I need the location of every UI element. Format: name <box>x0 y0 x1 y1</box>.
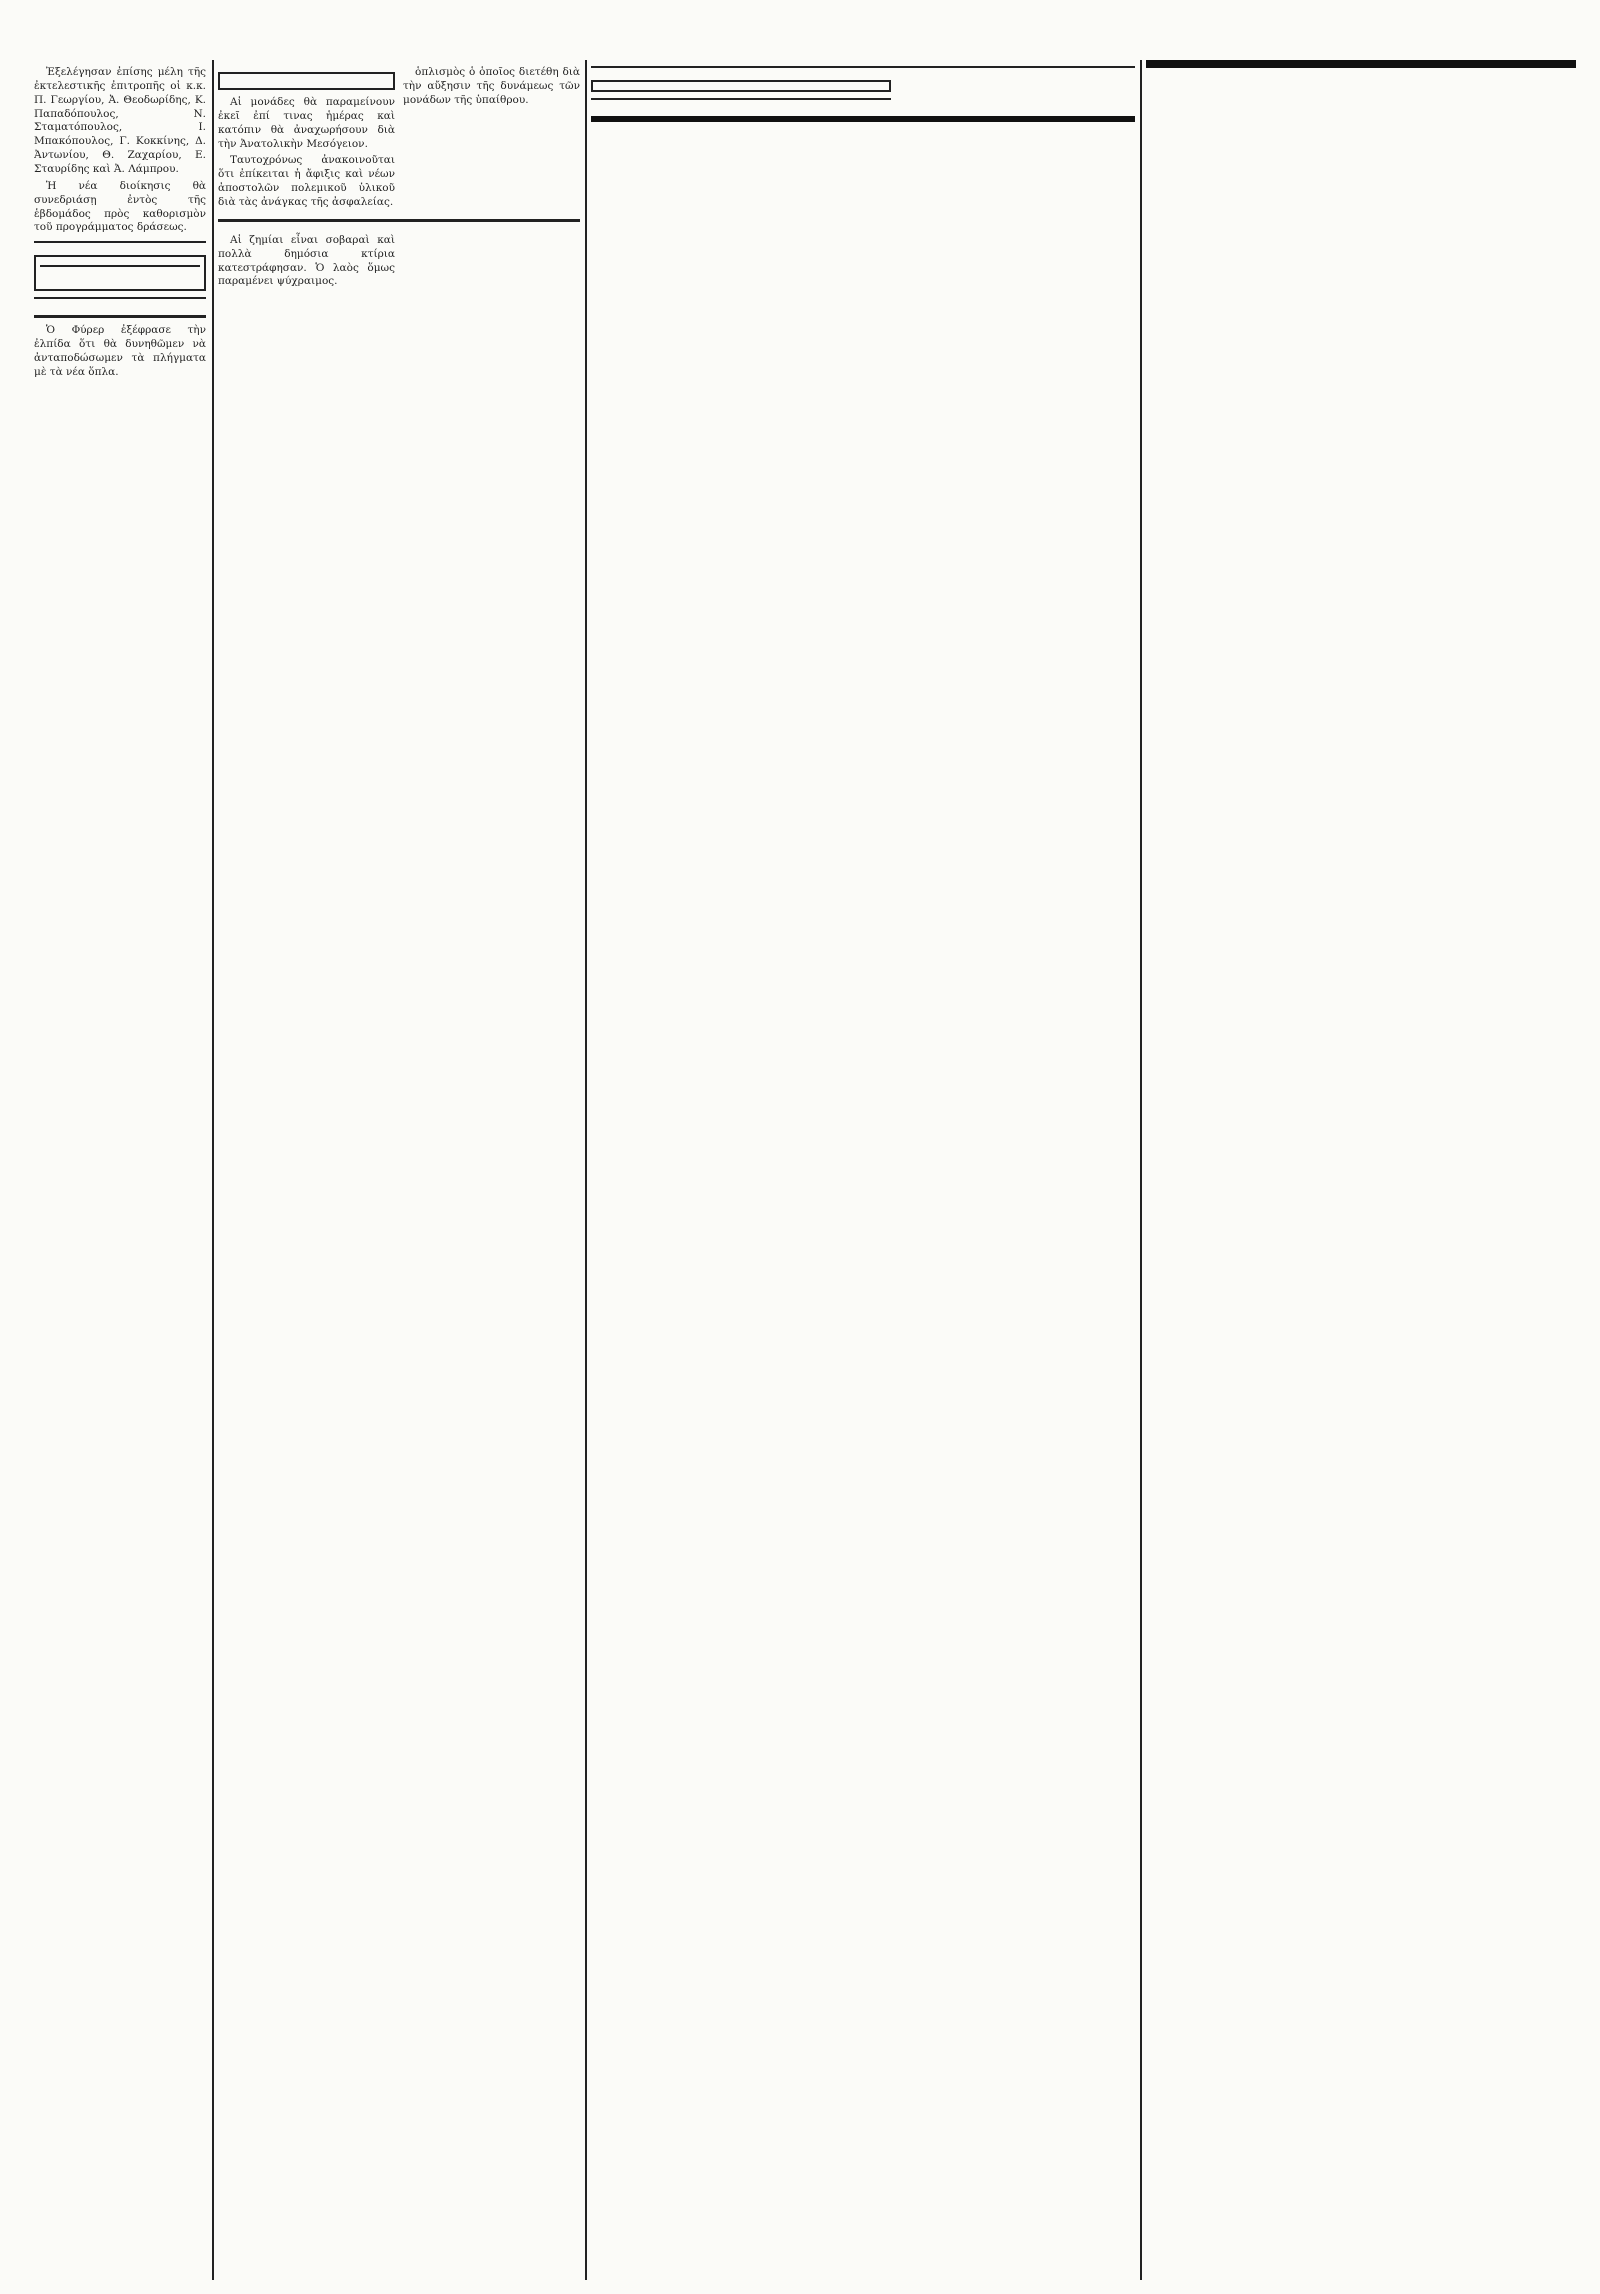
navy-box <box>218 72 395 90</box>
two-col-center <box>591 74 1135 106</box>
divider <box>218 219 580 222</box>
column-rule <box>1140 60 1142 2280</box>
article-text: Ἡ νέα διοίκησις θὰ συνεδριάσῃ ἐντὸς τῆς ἑβδομάδος πρὸς καθορισμὸν τοῦ προγράμματος δράσεως. <box>34 179 206 234</box>
two-col-lower <box>218 228 580 295</box>
article-text: Αἱ ζημίαι εἶναι σοβαραὶ καὶ πολλὰ δημόσια κτίρια κατεστράφησαν. Ὁ λαὸς ὅμως παραμένει ψύχραιμος. <box>218 233 395 288</box>
article-navy <box>218 96 395 210</box>
divider <box>34 241 206 243</box>
subcolumn-left <box>218 228 395 295</box>
two-col-section <box>218 66 580 213</box>
article-gsee <box>34 66 206 235</box>
article-diary <box>218 234 395 289</box>
trial-box <box>591 80 891 92</box>
subcolumn-right <box>899 74 1135 106</box>
divider <box>34 297 206 299</box>
article-army-cont <box>403 66 580 108</box>
article-text: Ταυτοχρόνως ἀνακοινοῦται ὅτι ἐπίκειται ἡ ἄφιξις καὶ νέων ἀποστολῶν πολεμικοῦ ὑλικοῦ διὰ τὰς ἀνάγκας τῆς ἀσφαλείας. <box>218 154 395 209</box>
column-rule <box>585 60 587 2280</box>
divider <box>591 66 1135 68</box>
economy-title <box>40 261 200 267</box>
divider <box>34 315 206 318</box>
article-goebbels <box>34 324 206 379</box>
foreign-label <box>591 98 891 100</box>
column-left <box>34 60 206 2260</box>
article-text: Αἱ μονάδες θὰ παραμείνουν ἐκεῖ ἐπί τινας ἡμέρας καὶ κατόπιν θὰ ἀναχωρήσουν διὰ τὴν Ἀνατολικὴν Μεσόγειον. <box>218 96 395 150</box>
column-center <box>591 60 1135 2260</box>
subcolumn-left <box>591 74 891 106</box>
series-banner <box>1146 60 1576 68</box>
column-right <box>1146 60 1576 2260</box>
odisy-logo <box>591 116 1135 122</box>
article-text: Ἐξελέγησαν ἐπίσης μέλη τῆς ἐκτελεστικῆς ἐπιτροπῆς οἱ κ.κ. Π. Γεωργίου, Ἀ. Θεοδωρίδης, Κ. Παπαδόπουλος, Ν. Σταματόπουλος, Ι. Μπακόπουλος, Γ. Κοκκίνης, Δ. Ἀντωνίου, Θ. Ζαχαρίου, Ε. Σταυρίδης καὶ Ἀ. Λάμπρου. <box>34 66 206 176</box>
article-text: ὁπλισμὸς ὁ ὁποῖος διετέθη διὰ τὴν αὔξησιν τῆς δυνάμεως τῶν μονάδων τῆς ὑπαίθρου. <box>403 66 580 106</box>
column-rule <box>212 60 214 2280</box>
subcolumn-right <box>403 228 580 295</box>
subcolumn-right <box>403 66 580 213</box>
subcolumn-left <box>218 66 395 213</box>
economy-box <box>34 255 206 291</box>
column-second <box>218 60 580 2260</box>
article-text: Ὁ Φύρερ ἐξέφρασε τὴν ἐλπίδα ὅτι θὰ δυνηθῶμεν νὰ ἀνταποδώσωμεν τὰ πλήγματα μὲ τὰ νέα ὅπλα. <box>34 324 206 378</box>
